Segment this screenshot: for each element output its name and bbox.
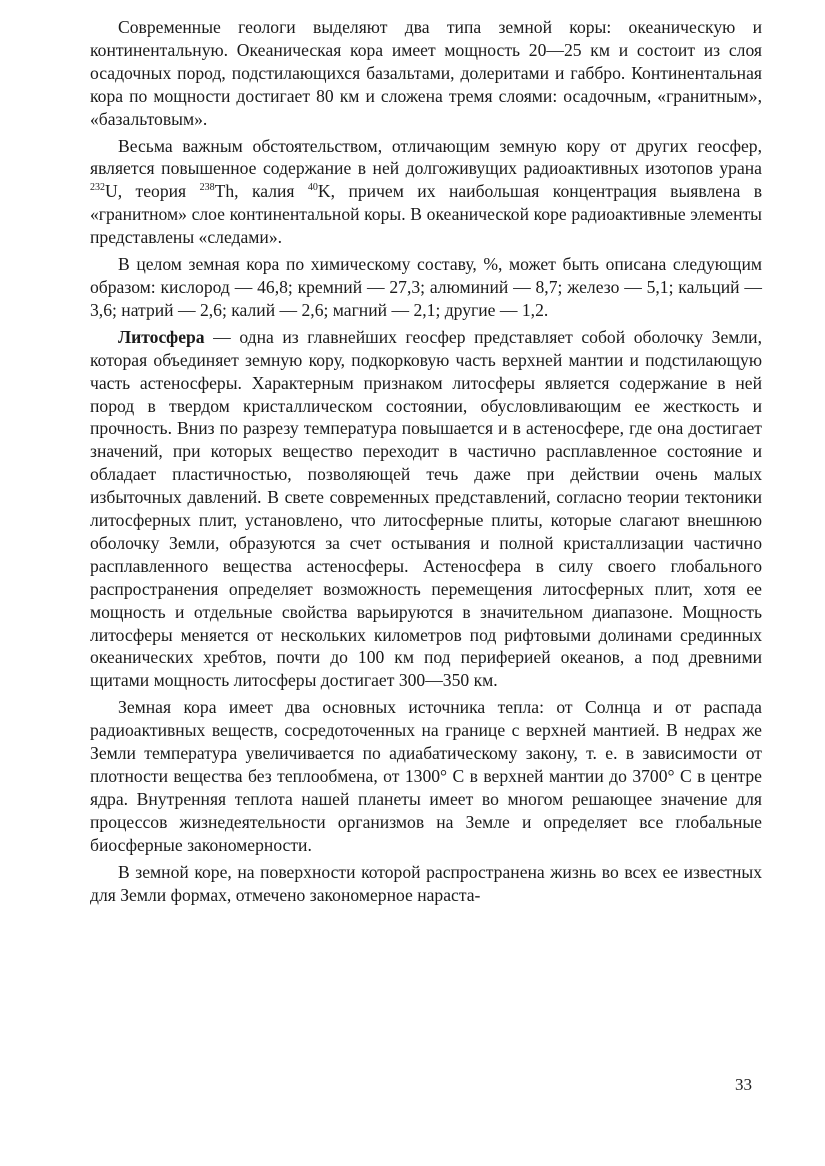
text-segment: K, причем их наибольшая концентрация выявлена в «гранитном» слое континентальной коры. В океанической коре радиоактивные элементы представлены «следами».: [90, 181, 762, 248]
paragraph-lithosphere: [90, 326, 762, 693]
paragraph-earth-crust-life: В земной коре, на поверхности которой распространена жизнь во всех ее известных для Земли формах, отмечено закономерное нараста-: [90, 861, 762, 905]
superscript-thorium-mass: 238: [199, 182, 215, 194]
paragraph-heat-sources: Земная кора имеет два основных источника тепла: от Солнца и от распада радиоактивных веществ, сосредоточенных на границе с верхней мантией. В недрах же Земли температура увеличивается по адиабатическому закону, т. е. в зависимости от плотности вещества без теплообмена, от 1300° С в верхней мантии до 3700° С в центре ядра. Внутренняя теплота нашей планеты имеет во многом решающее значение для процессов жизнедеятельности организмов на Земле и определяет все глобальные биосферные закономерности.: [90, 697, 762, 855]
text-segment: Весьма важным обстоятельством, отличающим земную кору от других геосфер, является повышенное содержание в ней долгоживущих радиоактивных изотопов урана: [90, 135, 762, 179]
paragraph-radioactive-isotopes: [90, 135, 762, 250]
superscript-uranium-mass: 232: [90, 182, 105, 194]
page-body: [90, 16, 762, 910]
text-segment: U, теория: [105, 181, 200, 202]
paragraph-crust-types: Современные геологи выделяют два типа земной коры: океаническую и континентальную. Океаническая кора имеет мощность 20—25 км и состоит из слоя осадочных пород, подстилающихся базальтами, долеритами и габбро. Континентальная кора по мощности достигает 80 км и сложена тремя слоями: осадочным, «гранитным», «базальтовым».: [90, 17, 762, 129]
paragraph-chemical-composition: В целом земная кора по химическому составу, %, может быть описана следующим образом: кислород — 46,8; кремний — 27,3; алюминий — 8,7; железо — 5,1; кальций — 3,6; натрий — 2,6; калий — 2,6; магний — 2,1; другие — 1,2.: [90, 254, 762, 320]
page-number: 33: [735, 1075, 752, 1094]
text-segment: — одна из главнейших геосфер представляет собой оболочку Земли, которая объединяет земную кору, подкорковую часть верхней мантии и подстилающую часть астеносферы. Характерным признаком литосферы является содержание в ней пород в твердом кристаллическом состоянии, обусловливающим ее жесткость и прочность. Вниз по разрезу температура повышается и в астеносфере, где она достигает значений, при которых вещество переходит в частично расплавленное состояние и обладает пластичностью, позволяющей течь даже при действии очень малых избыточных давлений. В свете современных представлений, согласно теории тектоники литосферных плит, установлено, что литосферные плиты, которые слагают внешнюю оболочку Земли, образуются за счет остывания и полной кристаллизации частично расплавленного вещества астеносферы. Астеносфера в силу своего глобального распространения определяет возможность перемещения литосферных плит, хотя ее мощность и отдельные свойства варьируются в значительном диапазоне. Мощность литосферы меняется от нескольких километров под рифтовыми долинами срединных океанических хребтов, почти до 100 км под периферией океанов, а под древними щитами мощность литосферы достигает 300—350 км.: [90, 326, 762, 691]
superscript-potassium-mass: 40: [307, 182, 318, 194]
text-segment: Th, калия: [214, 181, 308, 202]
term-lithosphere: Литосфера: [118, 326, 205, 347]
